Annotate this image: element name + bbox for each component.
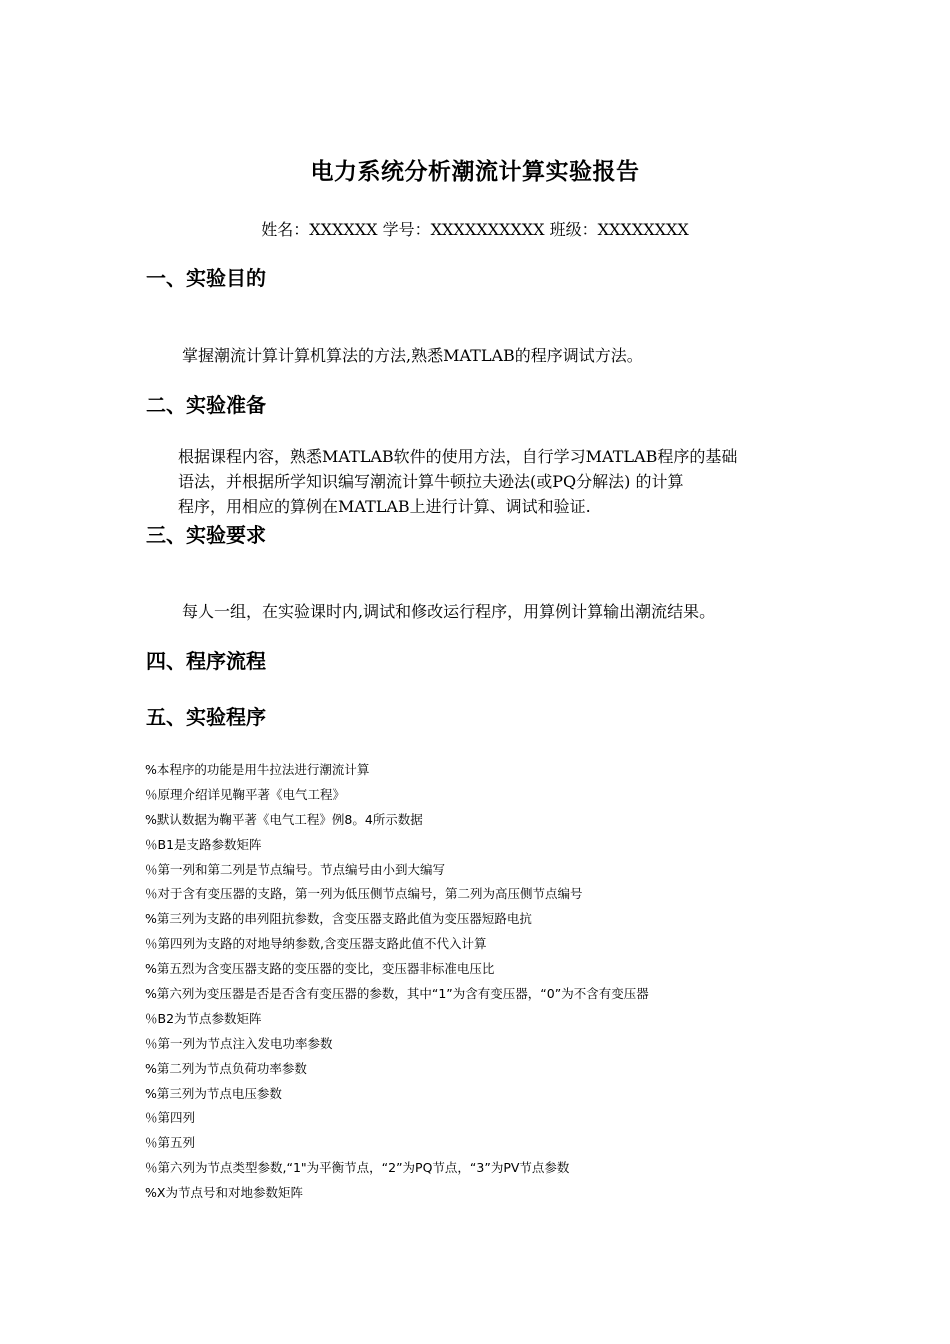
- code-line: %第六列为变压器是否是否含有变压器的参数，其中“1”为含有变压器，“0”为不含有变压器: [145, 986, 649, 1002]
- student-info-line: 姓名：XXXXXX 学号：XXXXXXXXXX 班级：XXXXXXXX: [261, 220, 689, 239]
- code-line: %默认数据为鞠平著《电气工程》例8。4所示数据: [145, 811, 423, 827]
- code-line: %本程序的功能是用牛拉法进行潮流计算: [145, 762, 370, 777]
- section-heading-flow: 四、程序流程: [146, 649, 266, 673]
- requirements-paragraph: 每人一组，在实验课时内,调试和修改运行程序，用算例计算输出潮流结果。: [182, 602, 716, 621]
- code-line: %第三列为支路的串列阻抗参数，含变压器支路此值为变压器短路电抗: [145, 911, 532, 927]
- purpose-paragraph: 掌握潮流计算计算机算法的方法,熟悉MATLAB的程序调试方法。: [182, 346, 643, 365]
- section-heading-program: 五、实验程序: [146, 705, 266, 729]
- code-line: ％对于含有变压器的支路，第一列为低压侧节点编号，第二列为高压侧节点编号: [145, 886, 583, 902]
- code-line: ％第五列: [145, 1135, 196, 1151]
- program-comments: [145, 758, 649, 1206]
- preparation-line: 程序，用相应的算例在MATLAB上进行计算、调试和验证.: [178, 497, 591, 516]
- preparation-line: 根据课程内容，熟悉MATLAB软件的使用方法，自行学习MATLAB程序的基础: [178, 447, 738, 466]
- code-line: %第二列为节点负荷功率参数: [145, 1060, 307, 1076]
- code-line: ％原理介绍详见鞠平著《电气工程》: [145, 786, 346, 802]
- code-line: %X为节点号和对地参数矩阵: [145, 1185, 303, 1201]
- code-line: ％第六列为节点类型参数,“1"为平衡节点，“2”为PQ节点，“3”为PV节点参数: [145, 1160, 570, 1176]
- code-line: %第三列为节点电压参数: [145, 1085, 282, 1101]
- document-title: 电力系统分析潮流计算实验报告: [310, 159, 640, 185]
- code-line: ％B2为节点参数矩阵: [145, 1010, 262, 1026]
- preparation-line: 语法，并根据所学知识编写潮流计算牛顿拉夫逊法(或PQ分解法) 的计算: [178, 472, 684, 491]
- code-line: ％第一列和第二列是节点编号。节点编号由小到大编写: [145, 861, 446, 877]
- section-heading-purpose: 一、实验目的: [146, 266, 266, 290]
- section-heading-preparation: 二、实验准备: [146, 393, 266, 417]
- code-line: ％B1是支路参数矩阵: [145, 836, 262, 852]
- section-heading-requirements: 三、实验要求: [146, 523, 266, 547]
- code-line: ％第一列为节点注入发电功率参数: [145, 1035, 333, 1051]
- code-line: %第五烈为含变压器支路的变压器的变比，变压器非标准电压比: [145, 961, 495, 977]
- code-line: ％第四列为支路的对地导纳参数,含变压器支路此值不代入计算: [145, 936, 487, 952]
- code-line: ％第四列: [145, 1110, 196, 1126]
- preparation-paragraph: [178, 444, 818, 519]
